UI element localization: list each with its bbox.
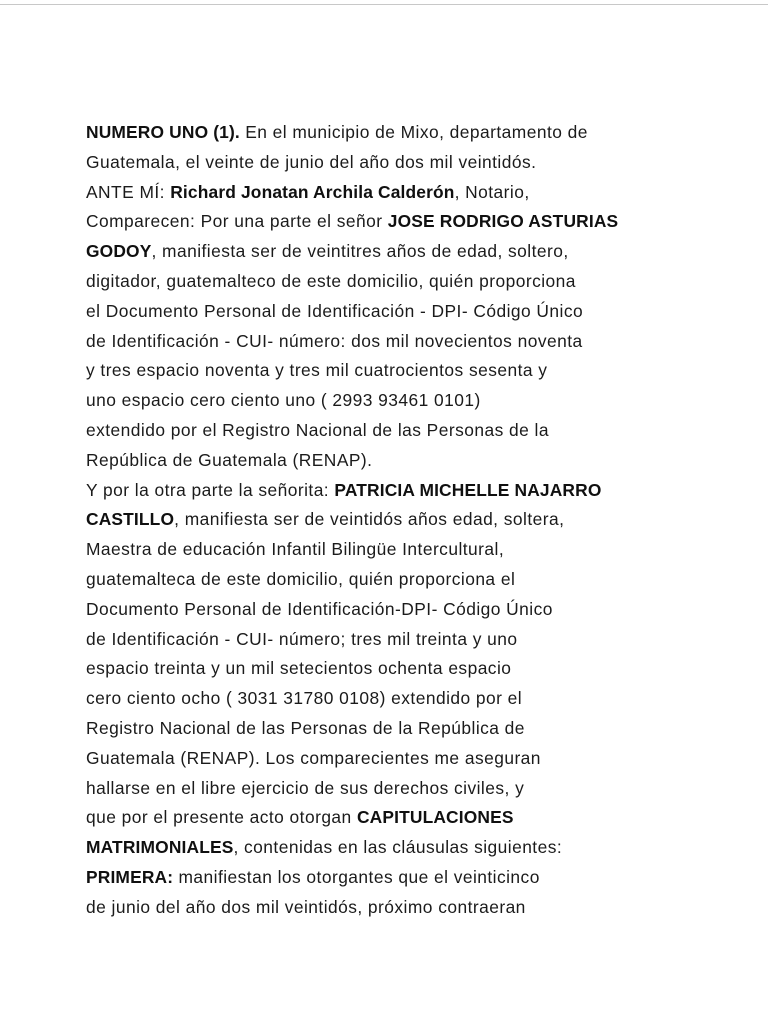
text-segment: Guatemala (RENAP). Los comparecientes me aseguran [86,747,541,768]
text-segment: República de Guatemala (RENAP). [86,449,373,470]
page-top-edge [0,4,768,5]
text-segment: espacio treinta y un mil setecientos ochenta espacio [86,658,512,679]
bold-segment: PATRICIA MICHELLE NAJARRO [334,479,602,500]
bold-segment: MATRIMONIALES [86,837,234,858]
text-segment: Y por la otra parte la señorita: [86,479,335,500]
text-line [86,207,714,237]
text-line [86,535,714,565]
bold-segment: CASTILLO [86,509,175,530]
text-segment: hallarse en el libre ejercicio de sus derechos civiles, y [86,777,525,798]
text-line [86,416,714,446]
bold-segment: PRIMERA: [86,866,174,887]
text-segment: de Identificación - CUI- número; tres mil treinta y uno [86,628,518,649]
text-line [86,744,714,774]
text-segment: Documento Personal de Identificación-DPI- Código Único [86,598,553,619]
text-segment: , manifiesta ser de veintidós años edad, soltera, [174,509,565,530]
text-line [86,148,714,178]
text-line [86,178,714,208]
text-segment: cero ciento ocho ( 3031 31780 0108) extendido por el [86,688,523,709]
bold-segment: GODOY [86,241,152,262]
text-line [86,714,714,744]
handwritten-text-block [86,118,718,923]
text-segment: el Documento Personal de Identificación - DPI- Código Único [86,300,584,321]
text-line [86,595,714,625]
text-segment: ANTE MÍ: [86,181,171,202]
text-line [86,803,714,833]
text-segment: uno espacio cero ciento uno ( 2993 93461 0101) [86,390,481,411]
text-line [86,774,714,804]
text-segment: Guatemala, el veinte de junio del año dos mil veintidós. [86,151,537,172]
text-line [86,327,714,357]
text-line [86,625,714,655]
text-line [86,356,714,386]
text-line [86,565,714,595]
text-segment: manifiestan los otorgantes que el veinticinco [173,866,540,887]
text-line [86,833,714,863]
text-segment: que por el presente acto otorgan [86,807,357,828]
text-line [86,476,714,506]
bold-segment: CAPITULACIONES [356,807,514,828]
text-segment: de junio del año dos mil veintidós, próximo contraeran [86,896,526,917]
bold-segment: Richard Jonatan Archila Calderón [170,181,455,202]
text-segment: y tres espacio noventa y tres mil cuatrocientos sesenta y [86,360,548,381]
bold-segment: NUMERO UNO (1). [86,122,240,142]
text-segment: , Notario, [454,181,530,202]
text-segment: En el municipio de Mixo, departamento de [239,122,588,142]
text-line [86,684,714,714]
text-segment: extendido por el Registro Nacional de las Personas de la [86,419,549,440]
text-line [86,297,714,327]
text-line [86,237,714,267]
text-segment: guatemalteca de este domicilio, quién proporciona el [86,568,516,589]
text-segment: Registro Nacional de las Personas de la República de [86,717,525,738]
text-line [86,654,714,684]
text-line [86,446,714,476]
bold-segment: JOSE RODRIGO ASTURIAS [387,211,619,232]
text-segment: Comparecen: Por una parte el señor [86,211,388,232]
text-segment: Maestra de educación Infantil Bilingüe Intercultural, [86,539,505,560]
text-line [86,267,714,297]
text-segment: digitador, guatemalteco de este domicilio, quién proporciona [86,270,576,291]
text-line [86,893,714,923]
text-line [86,118,714,148]
text-segment: , contenidas en las cláusulas siguientes: [233,837,563,858]
text-line [86,505,714,535]
text-line [86,863,714,893]
text-segment: , manifiesta ser de veintitres años de edad, soltero, [151,241,569,262]
text-line [86,386,714,416]
text-segment: de Identificación - CUI- número: dos mil novecientos noventa [86,330,583,351]
